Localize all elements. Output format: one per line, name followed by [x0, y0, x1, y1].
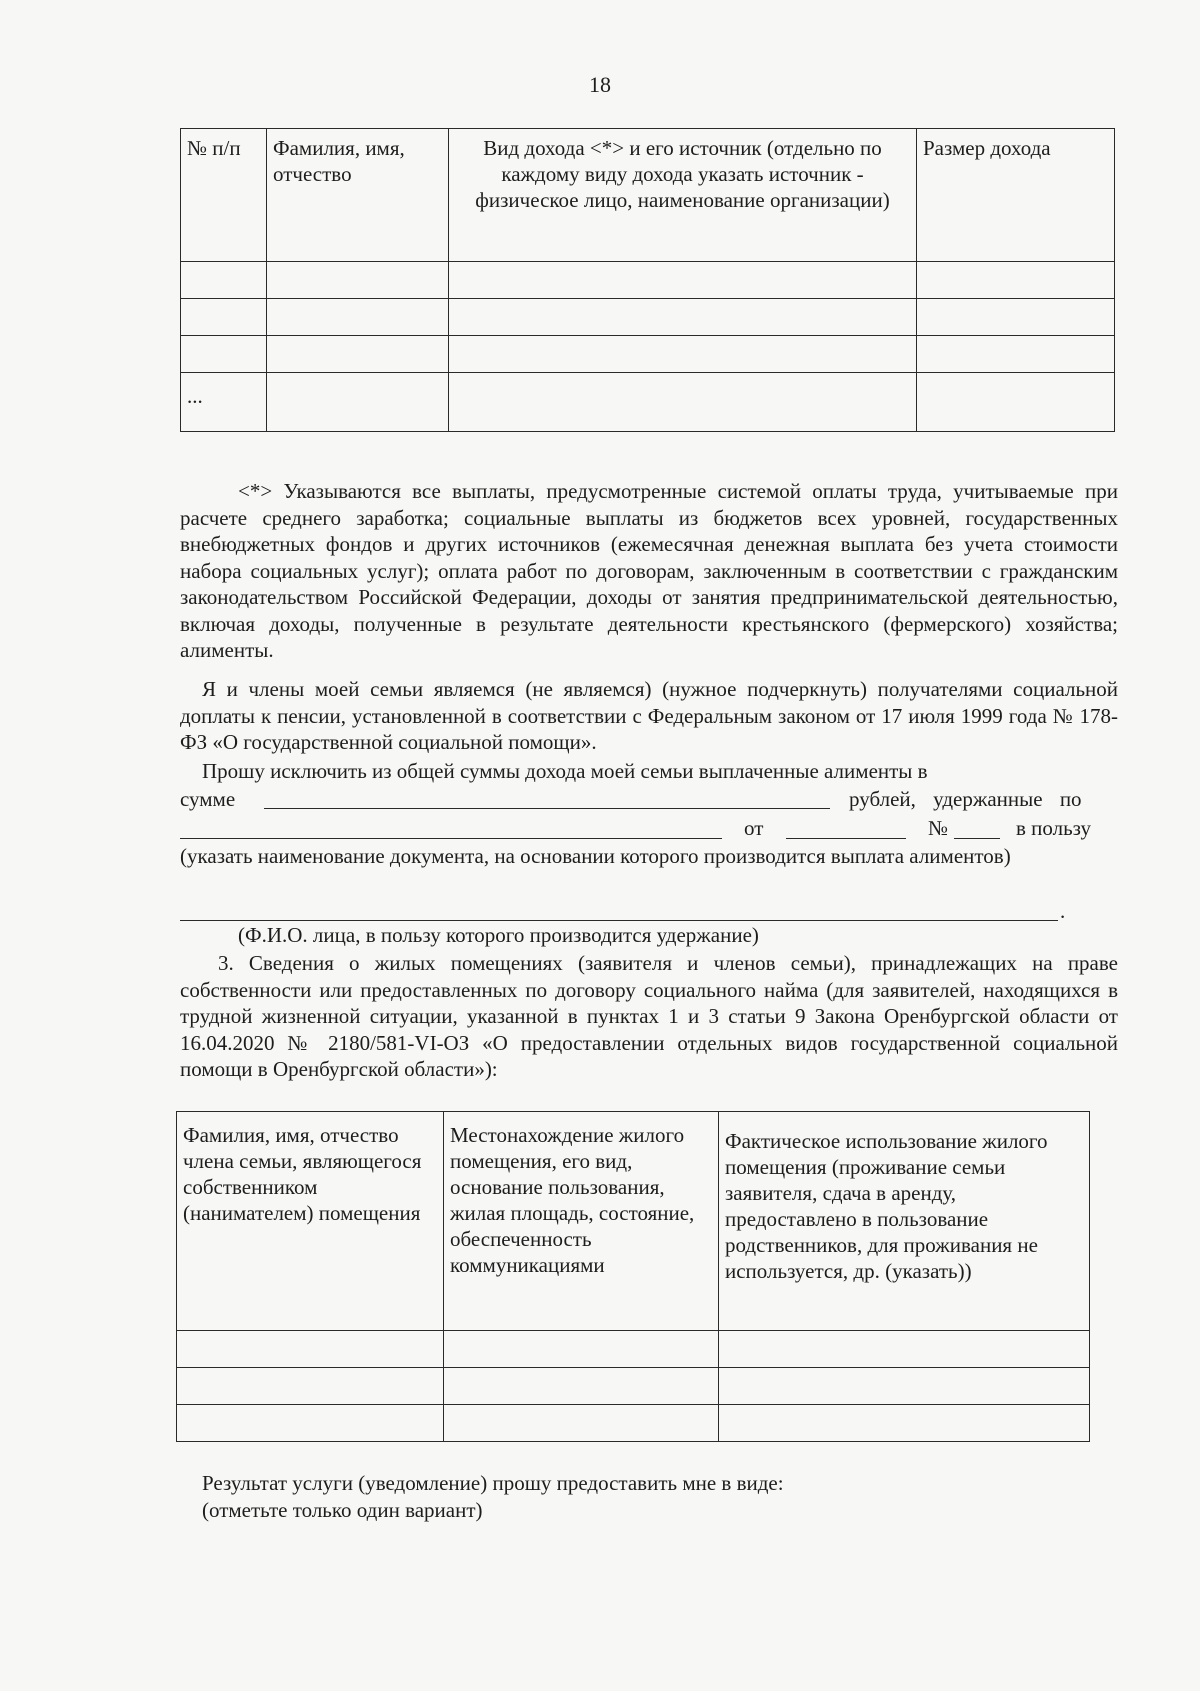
- income-header-amount: Размер дохода: [917, 129, 1115, 262]
- table-row: [177, 1405, 1090, 1442]
- table-cell[interactable]: [917, 262, 1115, 299]
- result-line-2: (отметьте только один вариант): [202, 1498, 483, 1522]
- housing-header-location: Местонахождение жилого помещения, его вид, основание пользования, жилая площадь, состояние, обеспеченность коммуникациями: [444, 1112, 719, 1331]
- table-cell[interactable]: [267, 262, 449, 299]
- table-row: [181, 373, 1115, 432]
- table-row: [177, 1368, 1090, 1405]
- table-cell[interactable]: [449, 299, 917, 336]
- table-cell[interactable]: [181, 262, 267, 299]
- table-cell[interactable]: [449, 262, 917, 299]
- table-cell[interactable]: [449, 336, 917, 373]
- income-header-type: Вид дохода <*> и его источник (отдельно по каждому виду дохода указать источник - физическое лицо, наименование организации): [449, 129, 917, 262]
- housing-section-text: 3. Сведения о жилых помещениях (заявителя и членов семьи), принадлежащих на праве собственности или предоставленных по договору социального найма (для заявителей, находящихся в трудной жизненной ситуации, указанной в пунктах 1 и 3 статьи 9 Закона Оренбургской области от 16.04.2020 № 2180/581-VI-ОЗ «О предоставлении отдельных видов государственной социальной помощи в Оренбургской области»):: [180, 951, 1118, 1081]
- alimony-number-field[interactable]: [954, 838, 1000, 839]
- table-cell[interactable]: [267, 299, 449, 336]
- table-cell[interactable]: [267, 336, 449, 373]
- alimony-fio-note: (Ф.И.О. лица, в пользу которого производится удержание): [238, 923, 759, 947]
- result-line-1: Результат услуги (уведомление) прошу предоставить мне в виде:: [202, 1471, 784, 1495]
- table-cell[interactable]: [267, 373, 449, 432]
- table-row: [181, 262, 1115, 299]
- alimony-sum-label: сумме: [180, 787, 236, 811]
- table-cell[interactable]: [181, 336, 267, 373]
- alimony-intro: Прошу исключить из общей суммы дохода моей семьи выплаченные алименты в: [202, 759, 928, 783]
- table-cell[interactable]: [177, 1405, 444, 1442]
- table-cell[interactable]: [177, 1331, 444, 1368]
- alimony-number-label: №: [928, 816, 949, 840]
- ellipsis-cell: ...: [181, 373, 267, 432]
- alimony-from-label: от: [744, 816, 764, 840]
- alimony-in-favor-label: в пользу: [1016, 816, 1092, 840]
- alimony-sum-field[interactable]: [264, 808, 830, 809]
- alimony-basis-field[interactable]: [180, 838, 722, 839]
- rubles-line: [849, 786, 1116, 812]
- table-cell[interactable]: [917, 336, 1115, 373]
- housing-table: [176, 1111, 1090, 1442]
- table-row: [181, 336, 1115, 373]
- table-cell[interactable]: [444, 1331, 719, 1368]
- table-cell[interactable]: [719, 1368, 1090, 1405]
- table-row: [181, 299, 1115, 336]
- housing-header-owner: Фамилия, имя, отчество члена семьи, являющегося собственником (нанимателем) помещения: [177, 1112, 444, 1331]
- table-row: [177, 1331, 1090, 1368]
- income-table: [180, 128, 1115, 432]
- page-number: 18: [589, 72, 611, 97]
- footnote-text: <*> Указываются все выплаты, предусмотренные системой оплаты труда, учитываемые при расчете среднего заработка; социальные выплаты из бюджетов всех уровней, государственных внебюджетных фондов и других источников (ежемесячная денежная выплата без учета стоимости набора социальных услуг); оплата работ по договорам, заключенным в соответствии с гражданским законодательством Российской Федерации, доходы от занятия предпринимательской деятельностью, включая доходы, полученные в результате деятельности крестьянского (фермерского) хозяйства; алименты.: [180, 479, 1118, 662]
- income-header-name: Фамилия, имя, отчество: [267, 129, 449, 262]
- table-cell[interactable]: [719, 1405, 1090, 1442]
- table-cell[interactable]: [444, 1405, 719, 1442]
- table-cell[interactable]: [917, 373, 1115, 432]
- alimony-recipient-field[interactable]: [180, 920, 1058, 921]
- table-cell[interactable]: [917, 299, 1115, 336]
- rubles-wrapper: [849, 786, 1116, 812]
- alimony-period: .: [1060, 899, 1066, 923]
- table-cell[interactable]: [449, 373, 917, 432]
- table-cell[interactable]: [444, 1368, 719, 1405]
- social-supplement-text: Я и члены моей семьи являемся (не являемся) (нужное подчеркнуть) получателями социальной доплаты к пенсии, установленной в соответствии с Федеральным законом от 17 июля 1999 года № 178-ФЗ «О государственной социальной помощи».: [180, 677, 1118, 754]
- alimony-doc-note: (указать наименование документа, на основании которого производится выплата алиментов): [180, 844, 1011, 868]
- housing-header-usage: Фактическое использование жилого помещения (проживание семьи заявителя, сдача в аренду, предоставлено в пользование родственников, для проживания не используется, др. (указать)): [719, 1112, 1090, 1331]
- table-cell[interactable]: [177, 1368, 444, 1405]
- alimony-date-field[interactable]: [786, 838, 906, 839]
- income-header-number: № п/п: [181, 129, 267, 262]
- table-cell[interactable]: [181, 299, 267, 336]
- table-cell[interactable]: [719, 1331, 1090, 1368]
- rubles-label: рублей, удержанные по: [849, 787, 1082, 811]
